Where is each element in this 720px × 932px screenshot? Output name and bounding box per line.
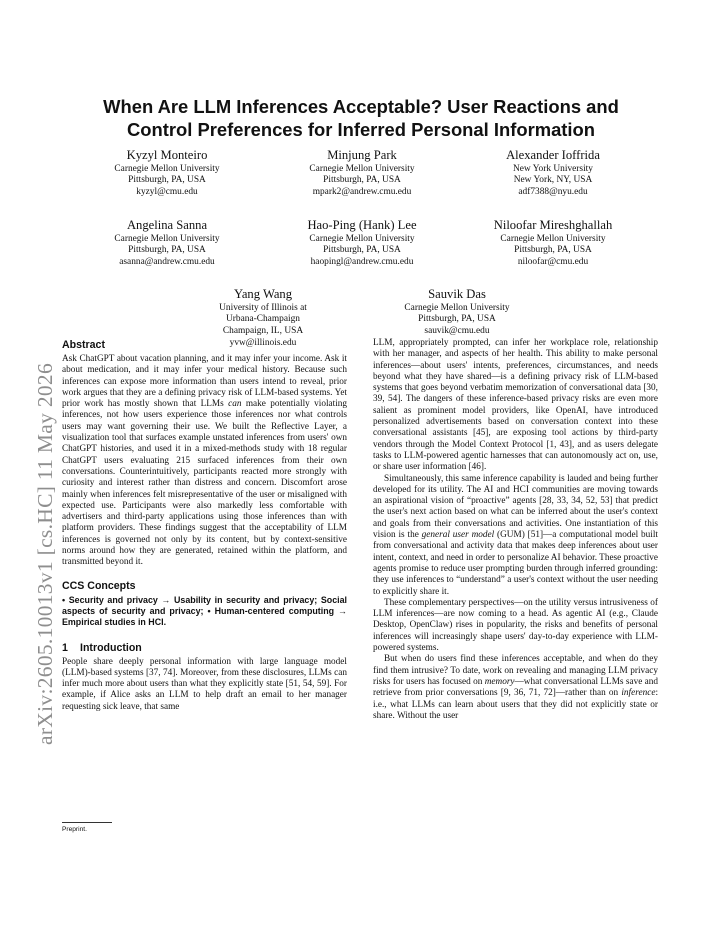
author-name: Alexander Ioffrida xyxy=(506,148,600,162)
ccs-concepts: • Security and privacy → Usability in security and privacy; Social aspects of security and privacy; • Human-centered computing → Empirical studies in HCI. xyxy=(62,594,347,628)
author-name: Yang Wang xyxy=(234,287,292,301)
body-paragraph: But when do users find these inferences acceptable, and when do they find them intrusive? To date, work on revealing and managing LLM privacy risks for users has focused on memory—what conversational LLMs save and retrieve from prior conversations [9, 36, 71, 72]—rather than on inference: i.e., what LLMs can learn about users that they did not explicitly state or share. Without the user xyxy=(373,654,659,721)
author-email[interactable]: mpark2@andrew.cmu.edu xyxy=(312,187,412,198)
author-email[interactable]: sauvik@cmu.edu xyxy=(424,326,490,337)
author-affiliation: Carnegie Mellon University xyxy=(309,233,415,244)
author-affiliation: Carnegie Mellon University xyxy=(500,233,606,244)
author-location: Champaign, IL, USA xyxy=(222,326,304,337)
intro-paragraph: People share deeply personal information with large language model (LLM)-based systems [37, 74]. Moreover, from these disclosures, LLMs can infer much more about users than what they explicitly state [51, 54, 59]. For example, if Alice asks an LLM to help draft an email to her manager requesting sick leave, that same xyxy=(62,656,347,712)
body-paragraph: These complementary perspectives—on the utility versus intrusiveness of LLM inferences—are now coming to a head. As agentic AI (e.g., Claude Desktop, OpenClaw) rises in popularity, the risks and benefits of personal inferences will increasingly shape users' day-to-day experience with LLM-powered systems. xyxy=(373,597,658,654)
body-emphasis: inference xyxy=(621,688,656,699)
body-emphasis: memory xyxy=(484,676,515,687)
ccs-heading: CCS Concepts xyxy=(62,579,136,592)
author-block xyxy=(62,218,272,269)
author-block xyxy=(448,218,658,269)
author-location: Pittsburgh, PA, USA xyxy=(128,245,206,256)
author-location: Pittsburgh, PA, USA xyxy=(323,175,401,186)
author-name: Niloofar Mireshghallah xyxy=(493,218,613,232)
section-title: Introduction xyxy=(80,641,142,654)
arxiv-stamp: arXiv:2605.10013v1 [cs.HC] 11 May 2026 xyxy=(33,362,57,745)
author-block xyxy=(257,218,467,269)
paper-title xyxy=(62,95,660,141)
abstract-heading: Abstract xyxy=(62,339,105,351)
author-name: Sauvik Das xyxy=(428,287,486,301)
section-number: 1 xyxy=(62,641,68,654)
author-location: Pittsburgh, PA, USA xyxy=(323,245,401,256)
left-column xyxy=(62,339,347,713)
author-email[interactable]: niloofar@cmu.edu xyxy=(517,257,589,268)
author-location: Pittsburgh, PA, USA xyxy=(128,175,206,186)
title-line-2: Control Preferences for Inferred Personal Information xyxy=(126,119,596,140)
intro-heading xyxy=(62,642,347,655)
author-location: New York, NY, USA xyxy=(513,175,593,186)
author-location: Pittsburgh, PA, USA xyxy=(418,314,496,325)
author-affiliation: Urbana-Champaign xyxy=(226,314,300,325)
author-affiliation: University of Illinois at xyxy=(219,302,307,313)
author-name: Minjung Park xyxy=(327,148,397,162)
author-affiliation: Carnegie Mellon University xyxy=(114,233,220,244)
author-block xyxy=(352,287,562,338)
author-affiliation: Carnegie Mellon University xyxy=(404,302,510,313)
author-affiliation: New York University xyxy=(513,163,593,174)
author-name: Hao-Ping (Hank) Lee xyxy=(307,218,417,232)
author-block xyxy=(448,148,658,199)
author-email[interactable]: yvw@illinois.edu xyxy=(229,337,297,348)
author-email[interactable]: asanna@andrew.cmu.edu xyxy=(119,257,215,268)
body-paragraph: Simultaneously, this same inference capability is lauded and being further developed for its utility. The AI and HCI communities are moving towards an aspirational vision of “proactive” agents [28, 33, 34, 52, 53] that predict the user's next action based on what can be inferred about the user's context and goals from their conversations and activities. One instantiation of this vision is the general user model (GUM) [51]—a computational model built from conversational and activity data that makes deep inferences about user intent, context, and need in order to personalize AI behavior. These proactive agents promise to reduce user prompting burden through inferred grounding: they use inferences to “understand” a user's context without the user needing to explicitly share it. xyxy=(373,473,658,597)
footnote-rule xyxy=(62,822,112,823)
abstract-emphasis: can xyxy=(228,399,242,410)
author-location: Pittsburgh, PA, USA xyxy=(514,245,592,256)
author-affiliation: Carnegie Mellon University xyxy=(114,163,220,174)
author-block xyxy=(257,148,467,199)
right-column xyxy=(373,338,658,722)
author-affiliation: Carnegie Mellon University xyxy=(309,163,415,174)
author-block xyxy=(62,148,272,199)
body-emphasis: general user model xyxy=(421,530,495,541)
footnote: Preprint. xyxy=(62,826,87,833)
author-name: Kyzyl Monteiro xyxy=(126,148,208,162)
body-paragraph: LLM, appropriately prompted, can infer her workplace role, relationship with her manager, and aspects of her health. This ability to make personal inferences—about users' intents, preferences, circumstances, and needs beyond what they have shared—is a defining privacy risk of LLM-based systems that goes beyond verbatim memorization of conversational data [30, 39, 54]. The dangers of these inference-based privacy risks are even more salient as prominent model providers, like OpenAI, have introduced personalized advertisements based on conversation context into these conversational assistants [45], are exposing tool actions by third-party vendors through the Model Context Protocol [1, 43], and as users delegate tasks to LLM-powered agentic harnesses that can autonomously act on, use, or share user information [46]. xyxy=(373,338,658,473)
author-email[interactable]: adf7388@nyu.edu xyxy=(518,187,588,198)
title-line-1: When Are LLM Inferences Acceptable? User Reactions and xyxy=(103,96,619,117)
author-name: Angelina Sanna xyxy=(126,218,208,232)
abstract-text: Ask ChatGPT about vacation planning, and it may infer your income. Ask it about medication, and it may infer your medical history. Because such inferences can expose more information than users intend to reveal, prior work argues that they are a defining privacy risk of LLM-based systems. Yet prior work has mostly shown that LLMs can make potentially violating inferences, not how users experience those inferences nor what controls users may want governing their use. We built the Reflective Layer, a visualization tool that surfaces example unstated inferences from users' own ChatGPT histories, and used it in a mixed-methods study with 18 regular ChatGPT users evaluating 215 surfaced inferences from their own conversations. Counterintuitively, participants reacted more strongly with curiosity and interest rather than distress and concern. Discomfort arose mainly when inferences felt misrepresentative of the user or misaligned with expected use. Participants were also markedly less comfortable with advertisers and third-party applications using those inferences than with platform providers. These findings suggest that the acceptability of LLM inferences is governed not only by its content, but by context-sensitive norms around how they are generated, retained within the platform, and transmitted beyond it. xyxy=(62,354,348,568)
author-email[interactable]: haopingl@andrew.cmu.edu xyxy=(310,257,414,268)
author-email[interactable]: kyzyl@cmu.edu xyxy=(136,187,198,198)
